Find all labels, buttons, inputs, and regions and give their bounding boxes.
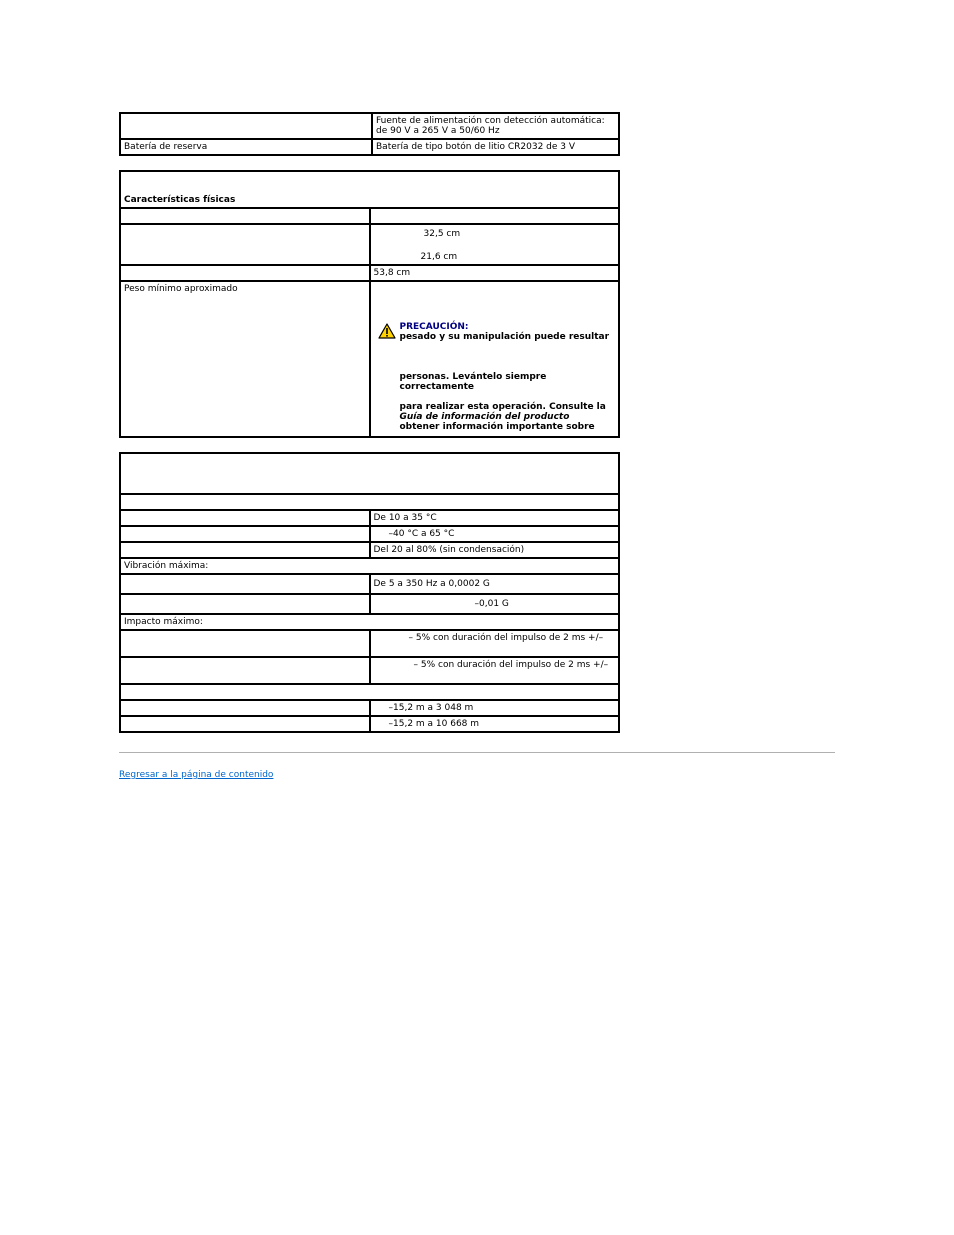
caution-line: obtener información importante sobre bbox=[399, 422, 595, 432]
empty-cell bbox=[120, 716, 370, 732]
table-row bbox=[120, 224, 619, 265]
environment-table bbox=[119, 452, 620, 733]
table-row bbox=[120, 614, 619, 630]
warning-icon bbox=[378, 323, 396, 339]
table-row bbox=[120, 526, 619, 542]
spec-page bbox=[119, 112, 835, 780]
table-row bbox=[120, 139, 619, 155]
depth-value: 53,8 cm bbox=[370, 265, 620, 281]
width-value: 21,6 cm bbox=[420, 252, 458, 262]
table-row bbox=[120, 494, 619, 510]
table-row bbox=[120, 542, 619, 558]
caution-title: PRECAUCIÓN: bbox=[399, 322, 469, 332]
operating-altitude: –15,2 m a 3 048 m bbox=[370, 700, 620, 716]
weight-value-cell bbox=[370, 281, 620, 437]
power-label-cell bbox=[120, 113, 372, 139]
height-value: 32,5 cm bbox=[423, 229, 461, 239]
empty-cell bbox=[370, 208, 620, 224]
table-row bbox=[120, 558, 619, 574]
back-to-contents-link[interactable]: Regresar a la página de contenido bbox=[119, 770, 274, 780]
shock-label: Impacto máximo: bbox=[120, 614, 619, 630]
backup-battery-value: Batería de tipo botón de litio CR2032 de 3 V bbox=[372, 139, 619, 155]
table-header-row bbox=[120, 171, 619, 208]
empty-cell bbox=[120, 208, 370, 224]
empty-cell bbox=[120, 630, 370, 657]
table-row bbox=[120, 574, 619, 594]
empty-cell bbox=[120, 526, 370, 542]
operating-temperature: De 10 a 35 °C bbox=[370, 510, 620, 526]
table-row bbox=[120, 265, 619, 281]
backup-battery-label: Batería de reserva bbox=[120, 139, 372, 155]
environment-title-cell bbox=[120, 453, 619, 494]
dimension-label-cell bbox=[120, 224, 370, 265]
empty-cell bbox=[120, 574, 370, 594]
product-guide-title: Guía de información del producto bbox=[399, 412, 570, 422]
caution-line: pesado y su manipulación puede resultar bbox=[399, 332, 610, 342]
table-row bbox=[120, 208, 619, 224]
storage-vibration: –0,01 G bbox=[370, 594, 620, 614]
dimension-values-cell bbox=[370, 224, 620, 265]
power-input-value: Fuente de alimentación con detección automática: de 90 V a 265 V a 50/60 Hz bbox=[372, 113, 619, 139]
empty-cell bbox=[120, 510, 370, 526]
temperature-header-cell bbox=[120, 494, 619, 510]
table-header-row bbox=[120, 453, 619, 494]
divider bbox=[119, 752, 835, 753]
empty-cell bbox=[120, 700, 370, 716]
table-row bbox=[120, 716, 619, 732]
table-row bbox=[120, 700, 619, 716]
vibration-label: Vibración máxima: bbox=[120, 558, 619, 574]
table-row bbox=[120, 657, 619, 684]
table-row bbox=[120, 684, 619, 700]
table-row bbox=[120, 281, 619, 437]
empty-cell bbox=[120, 542, 370, 558]
storage-shock: – 5% con duración del impulso de 2 ms +/– bbox=[370, 657, 620, 684]
section-title: Características físicas bbox=[124, 195, 236, 205]
depth-label-cell bbox=[120, 265, 370, 281]
table-row bbox=[120, 113, 619, 139]
operating-vibration: De 5 a 350 Hz a 0,0002 G bbox=[370, 574, 620, 594]
physical-table bbox=[119, 170, 620, 438]
empty-cell bbox=[120, 657, 370, 684]
table-row bbox=[120, 594, 619, 614]
physical-title-cell bbox=[120, 171, 619, 208]
storage-altitude: –15,2 m a 10 668 m bbox=[370, 716, 620, 732]
caution-note bbox=[374, 284, 616, 432]
caution-line: personas. Levántelo siempre correctamente bbox=[399, 372, 547, 392]
operating-shock: – 5% con duración del impulso de 2 ms +/– bbox=[370, 630, 620, 657]
storage-temperature: –40 °C a 65 °C bbox=[370, 526, 620, 542]
caution-line: para realizar esta operación. Consulte la bbox=[399, 402, 606, 412]
relative-humidity: Del 20 al 80% (sin condensación) bbox=[370, 542, 620, 558]
altitude-header-cell bbox=[120, 684, 619, 700]
table-row bbox=[120, 630, 619, 657]
caution-text bbox=[400, 322, 616, 432]
table-row bbox=[120, 510, 619, 526]
empty-cell bbox=[120, 594, 370, 614]
weight-label: Peso mínimo aproximado bbox=[120, 281, 370, 437]
power-table bbox=[119, 112, 620, 156]
